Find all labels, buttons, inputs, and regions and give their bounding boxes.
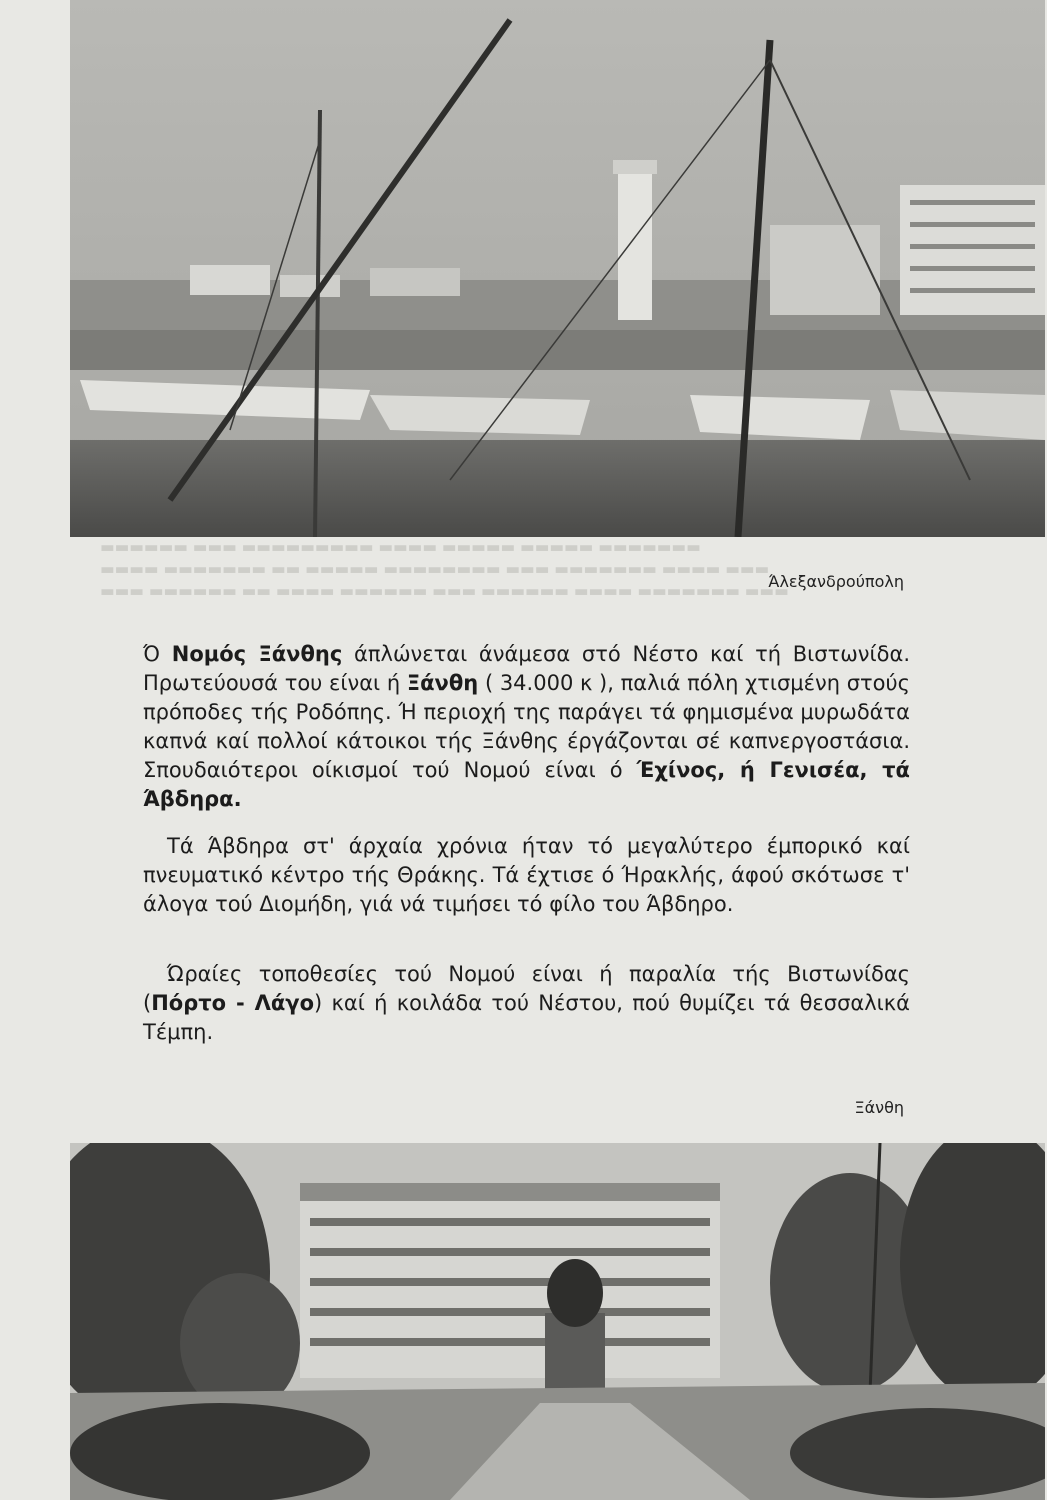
paragraph-locations	[143, 960, 910, 1047]
p2-text: Τά Άβδηρα στ' άρχαία χρόνια ήταν τό μεγαλύτερο έμπορικό καί πνευματικό κέντρο τής Θράκης. Τά έχτισε ό Ήρακλής, άφού σκότωσε τ' άλογα τού Διομήδη, γιά νά τιμήσει τό φίλο του Άβδηρο.	[143, 834, 910, 916]
xanthi-building-photo	[70, 1143, 1045, 1500]
p3-text-1: Ώραίες τοποθεσίες τού Νομού είναι ή παραλία τής Βιστωνίδας (	[143, 962, 910, 1015]
paragraph-xanthi-prefecture	[143, 640, 910, 814]
bold-settlements: Έχίνος, ή Γενισέα, τά Άβδηρα.	[143, 758, 910, 811]
p3-text-2: ) καί ή κοιλάδα τού Νέστου, πού θυμίζει τά θεσσαλικά Τέμπη.	[143, 991, 910, 1044]
p1-text-1: Ό	[143, 642, 172, 666]
bold-nomos-xanthis: Νομός Ξάνθης	[171, 642, 343, 666]
paragraph-abdera	[143, 832, 910, 919]
p1-text-2: άπλώνεται άνάμεσα στό Νέστο καί τή Βιστωνίδα. Πρωτεύουσά του είναι ή	[143, 642, 911, 695]
bold-xanthi: Ξάνθη	[406, 671, 479, 695]
bleed-through-text: ▬▬▬ ▬▬▬▬▬▬ ▬▬ ▬▬▬▬ ▬▬▬▬▬▬ ▬▬▬ ▬▬▬▬▬▬ ▬▬▬▬ ▬▬▬▬▬▬▬ ▬▬▬ ▬▬▬▬ ▬▬▬▬▬▬▬ ▬▬ ▬▬▬▬▬ ▬▬▬▬▬▬▬▬ ▬▬▬ ▬▬▬▬▬▬▬ ▬▬▬▬ ▬▬▬ ▬▬▬▬▬▬ ▬▬▬ ▬▬▬▬▬▬▬▬▬ ▬▬▬▬ ▬▬▬▬▬ ▬▬▬▬▬ ▬▬▬▬▬▬▬	[100, 540, 789, 602]
alexandroupoli-harbour-photo	[70, 0, 1045, 537]
photo-caption-alexandroupoli: Άλεξανδρούπολη	[768, 572, 904, 591]
photo-caption-xanthi: Ξάνθη	[854, 1098, 904, 1117]
p1-text-3: ( 34.000 κ ), παλιά πόλη χτισμένη στούς πρόποδες τής Ροδόπης. Ή περιοχή της παράγει τά φημισμένα μυρωδάτα καπνά καί πολλοί κάτοικοι τής Ξάνθης έργάζονται σέ καπνεργοστάσια. Σπουδαιότεροι οίκισμοί τού Νομού είναι ό	[143, 671, 910, 782]
bold-porto-lago: Πόρτο - Λάγο	[151, 991, 315, 1015]
